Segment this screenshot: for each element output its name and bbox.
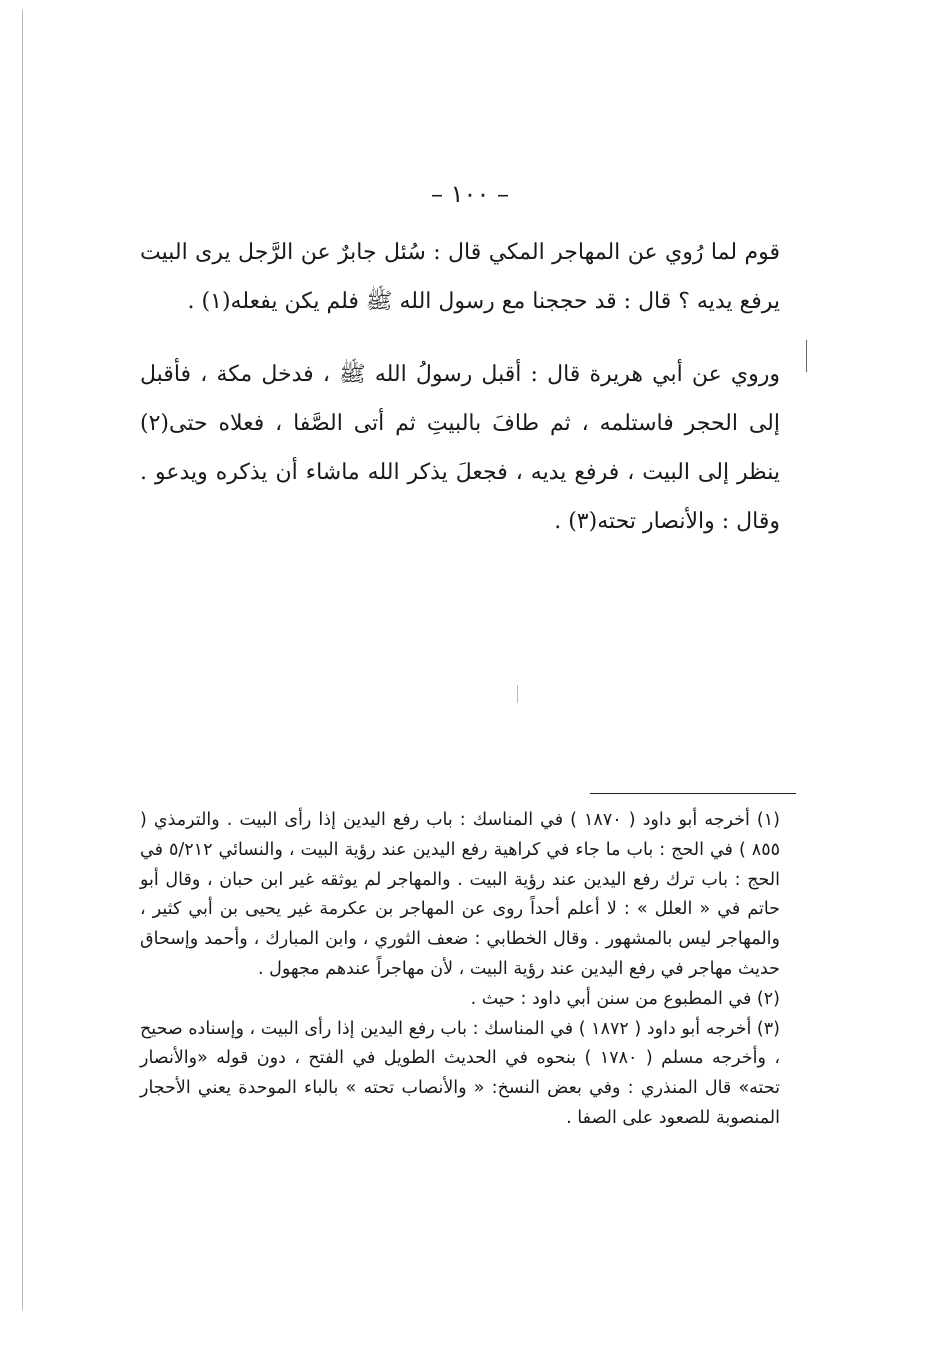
body-paragraph-1: قوم لما رُوي عن المهاجر المكي قال : سُئل جابرٌ عن الرَّجل يرى البيت يرفع يديه ؟ قال : قد حججنا مع رسول الله ﷺ فلم يكن يفعله(١) . (140, 240, 780, 314)
body-paragraph-2: وروي عن أبي هريرة قال : أقبل رسولُ الله ﷺ ، فدخل مكة ، فأقبل إلى الحجر فاستلمه ، ثم طافَ بالبيتِ ثم أتى الصَّفا ، فعلاه حتى(٢) ينظر إلى البيت ، فرفع يديه ، فجعلَ يذكر الله ماشاء أن يذكره ويدعو . وقال : والأنصار تحته(٣) . (140, 362, 780, 534)
footnote-1: (١) أخرجه أبو داود ( ١٨٧٠ ) في المناسك : باب رفع اليدين إذا رأى البيت . والترمذي ( ٨٥٥ ) في الحج : باب ما جاء في كراهية رفع اليدين عند رؤية البيت ، والنسائي ٥/٢١٢ في الحج : باب ترك رفع اليدين عند رؤية البيت . والمهاجر لم يوثقه غير ابن حبان ، وقال أبو حاتم في « العلل » : لا أعلم أحداً روى عن المهاجر بن عكرمة غير يحيى بن أبي كثير ، والمهاجر ليس بالمشهور . وقال الخطابي : ضعف الثوري ، وابن المبارك ، وأحمد وإسحاق حديث مهاجر في رفع اليدين عند رؤية البيت ، لأن مهاجراً عندهم مجهول . (140, 810, 780, 979)
page-number: – ١٠٠ – (431, 180, 509, 208)
footnote-2: (٢) في المطبوع من سنن أبي داود : حيث . (470, 988, 780, 1009)
footnotes (140, 806, 780, 1134)
footnote-separator (590, 793, 796, 794)
footnote-3: (٣) أخرجه أبو داود ( ١٨٧٢ ) في المناسك : باب رفع اليدين إذا رأى البيت ، وإسناده صحيح ، وأخرجه مسلم ( ١٧٨٠ ) بنحوه في الحديث الطويل في الفتح ، دون قوله «والأنصار تحته» قال المنذري : وفي بعض النسخ: « والأنصاب تحته » بالباء الموحدة يعني الأحجار المنصوبة للصعود على الصفا . (140, 1018, 781, 1128)
scan-mark-right (806, 340, 807, 372)
scan-mark-center (517, 685, 518, 703)
